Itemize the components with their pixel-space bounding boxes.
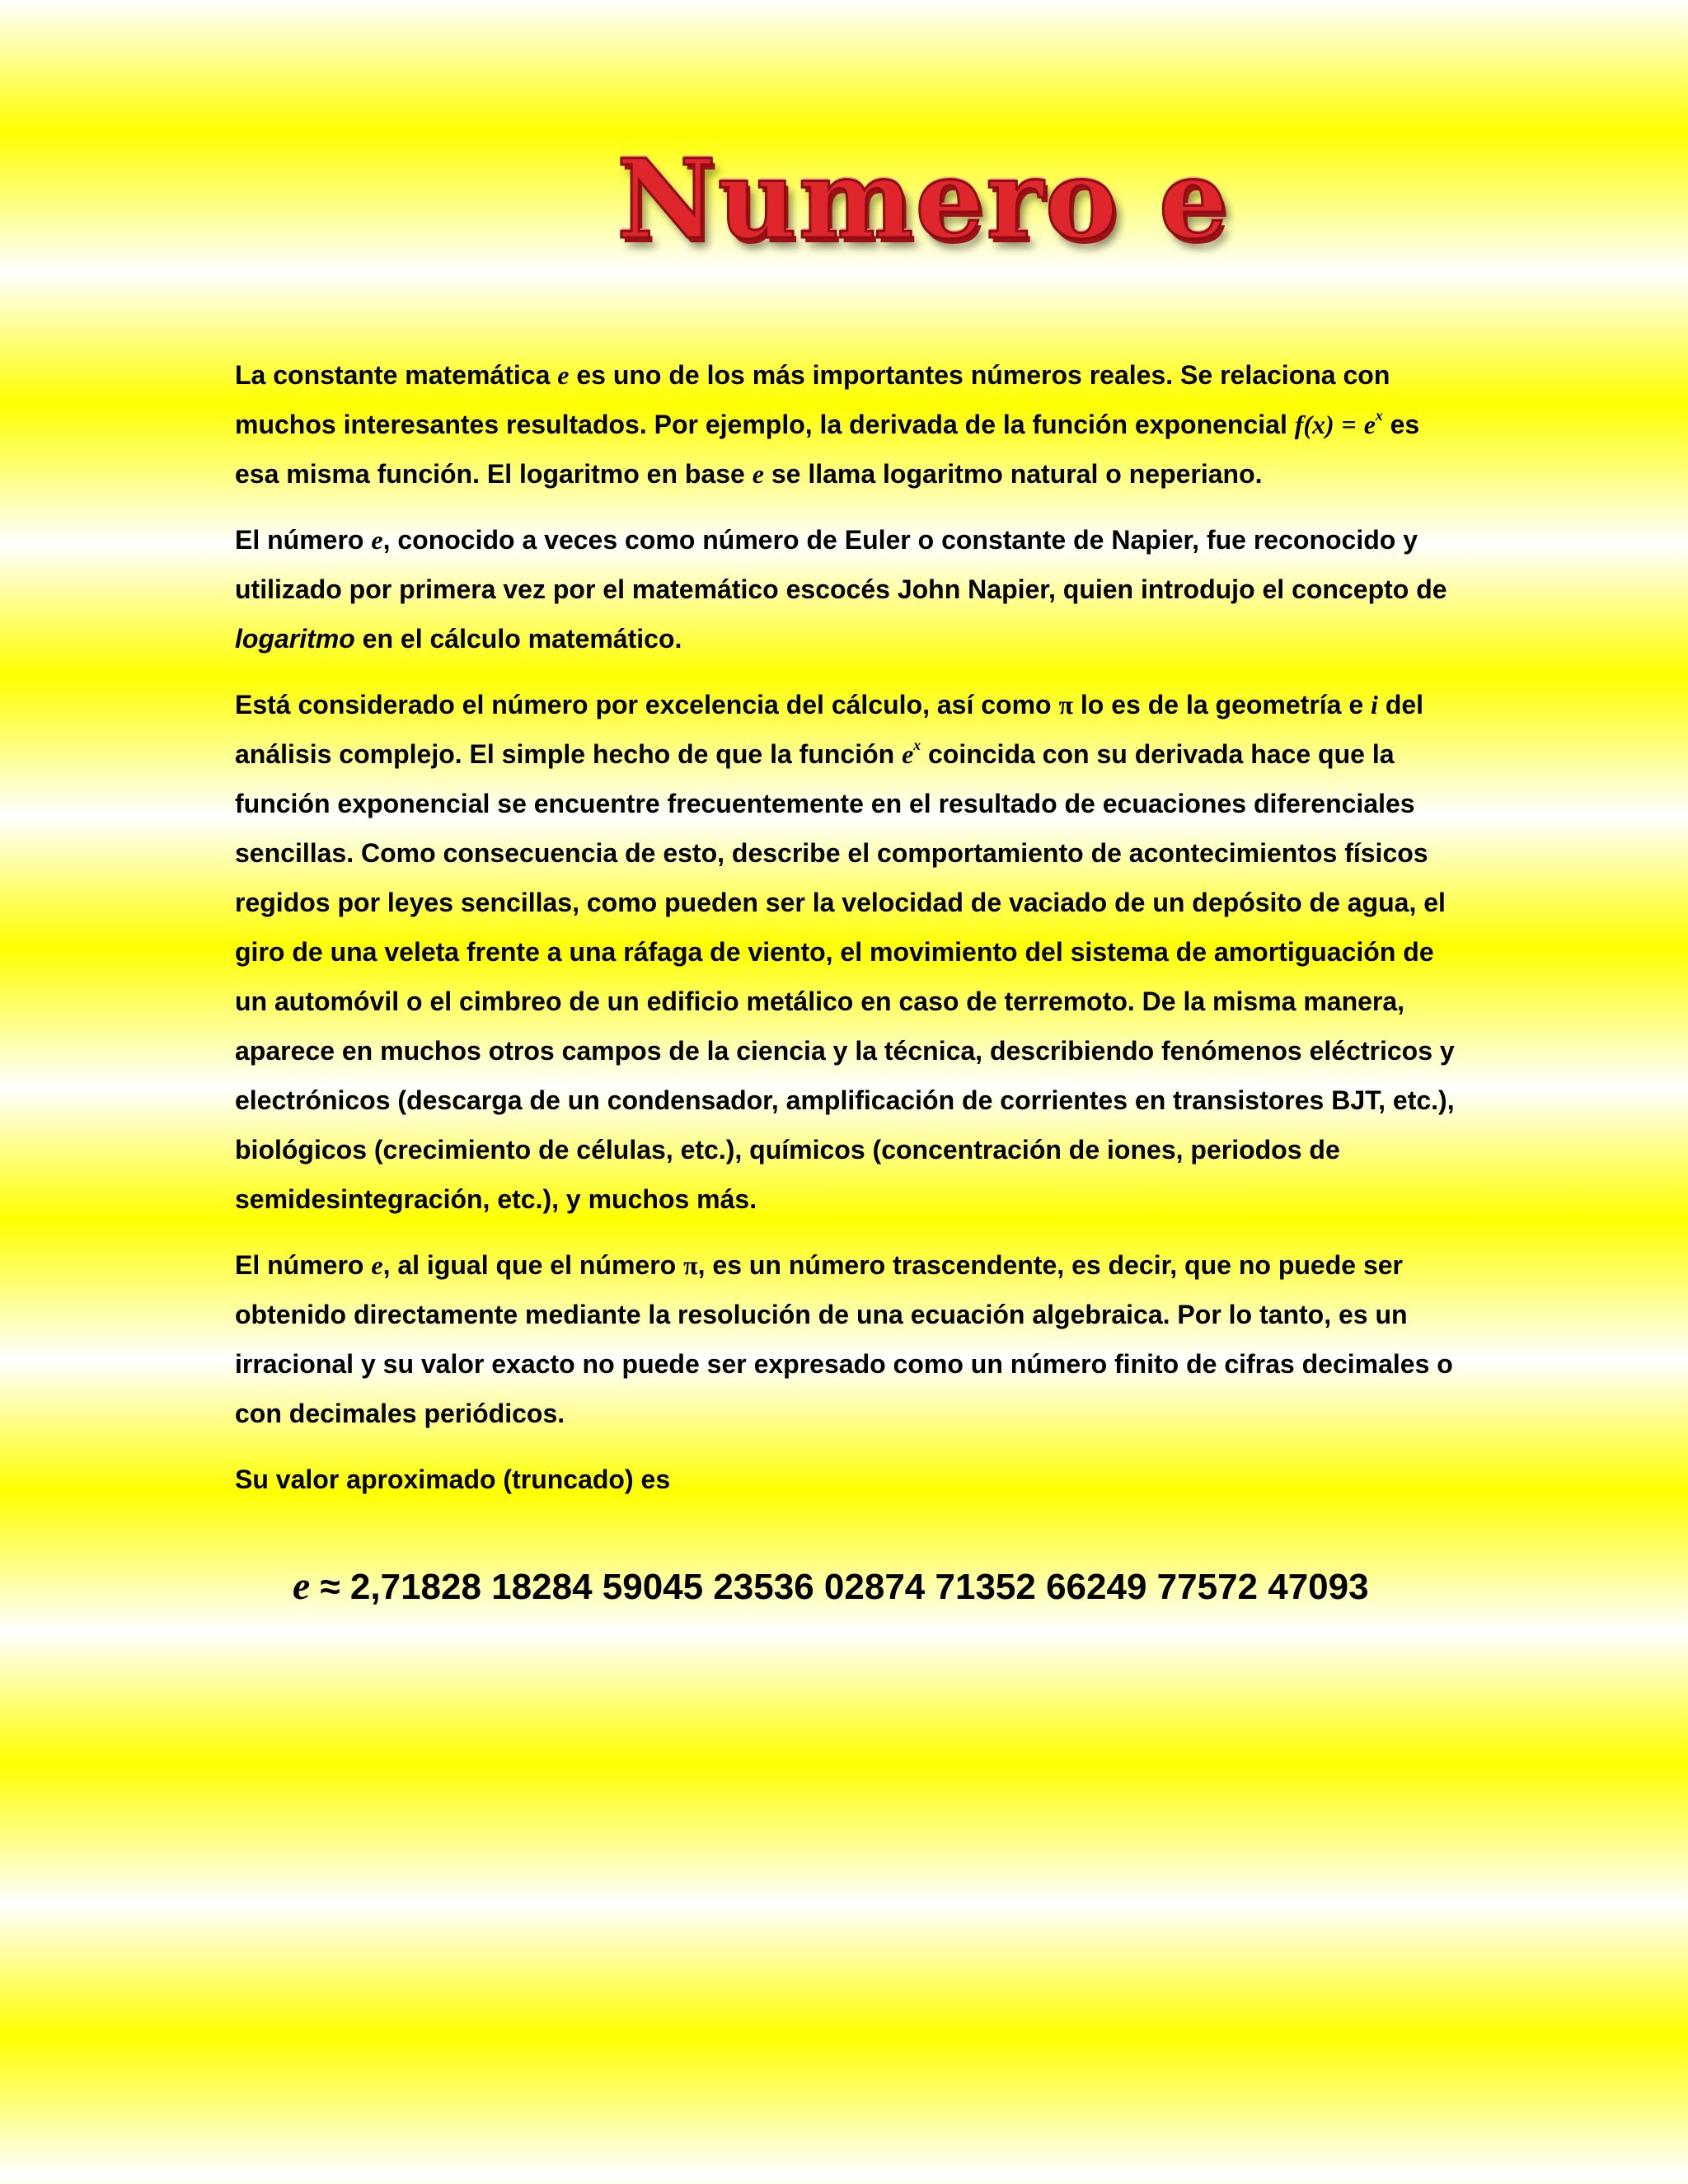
paragraph-4 <box>235 1240 1463 1438</box>
paragraph-1-text-e: se llama logaritmo natural o neperiano. <box>763 459 1263 489</box>
math-e-symbol: e <box>293 1564 311 1608</box>
paragraph-4-text-a: El número <box>235 1250 372 1280</box>
paragraph-1-text-b: es uno de los más importantes números reales. Se relaciona con muchos interesantes resultados. Por ejemplo, la derivada de la función exponencial <box>235 360 1390 439</box>
paragraph-5: Su valor aproximado (truncado) es <box>235 1465 671 1494</box>
math-e-pow-x <box>1363 407 1383 439</box>
math-e: e <box>752 459 764 489</box>
math-fx: f(x) <box>1294 410 1334 439</box>
document-body <box>235 350 1463 1521</box>
paragraph-2-text-b: , conocido a veces como número de Euler o constante de Napier, fue reconocido y utilizado por primera vez por el matemático escocés John Napier, quien introdujo el concepto de <box>235 525 1447 604</box>
paragraph-1 <box>235 350 1463 499</box>
math-e-pow-x <box>902 739 921 769</box>
math-pi: π <box>683 1250 698 1280</box>
math-e-base: e <box>902 739 914 769</box>
paragraph-1-text-a: La constante matemática <box>235 360 558 390</box>
math-i: i <box>1371 690 1378 719</box>
paragraph-3-text-c: del análisis complejo. El simple hecho de que la función <box>235 690 1424 769</box>
math-exponent-x: x <box>913 737 921 754</box>
math-equals: = <box>1341 410 1357 439</box>
paragraph-3 <box>235 680 1463 1224</box>
math-exponent-x: x <box>1375 407 1383 424</box>
paragraph-3-text-d: coincida con su derivada hace que la función exponencial se encuentre frecuentemente en el resultado de ecuaciones diferenciales sencillas. Como consecuencia de esto, describe el comportamiento de acontecimientos físicos regidos por leyes sencillas, como pueden ser la velocidad de vaciado de un depósito de agua, el giro de una veleta frente a una ráfaga de viento, el movimiento del sistema de amortiguación de un automóvil o el cimbreo de un edificio metálico en caso de terremoto. De la misma manera, aparece en muchos otros campos de la ciencia y la técnica, describiendo fenómenos eléctricos y electrónicos (descarga de un condensador, amplificación de corrientes en transistores BJT, etc.), biológicos (crecimiento de células, etc.), químicos (concentración de iones, periodos de semidesintegración, etc.), y muchos más. <box>235 739 1455 1214</box>
paragraph-1-text-d: es esa misma función. El logaritmo en base <box>235 410 1420 489</box>
math-e: e <box>557 360 570 390</box>
paragraph-2 <box>235 515 1463 663</box>
paragraph-4-text-c: , es un número trascendente, es decir, que no puede ser obtenido directamente mediante la resolución de una ecuación algebraica. Por lo tanto, es un irracional y su valor exacto no puede ser expresado como un número finito de cifras decimales o con decimales periódicos. <box>235 1250 1453 1428</box>
math-e: e <box>371 1250 383 1280</box>
page-title: Numero e <box>617 136 1230 264</box>
math-e-base: e <box>1363 410 1376 439</box>
paragraph-2-text-a: El número <box>235 525 372 555</box>
e-approx-value: ≈ 2,71828 18284 59045 23536 02874 71352 66249 77572 47093 <box>310 1567 1369 1607</box>
paragraph-2-text-c: en el cálculo matemático. <box>354 624 682 654</box>
paragraph-3-text-a: Está considerado el número por excelencia del cálculo, así como <box>235 690 1059 719</box>
paragraph-4-text-b: , al igual que el número <box>382 1250 684 1280</box>
math-e: e <box>371 525 383 555</box>
paragraph-3-text-b: lo es de la geometría e <box>1073 690 1372 719</box>
e-value-line <box>293 1558 1369 1616</box>
math-pi: π <box>1058 690 1073 719</box>
paragraph-1-text-c <box>1334 410 1342 439</box>
italic-logaritmo: logaritmo <box>235 624 355 654</box>
